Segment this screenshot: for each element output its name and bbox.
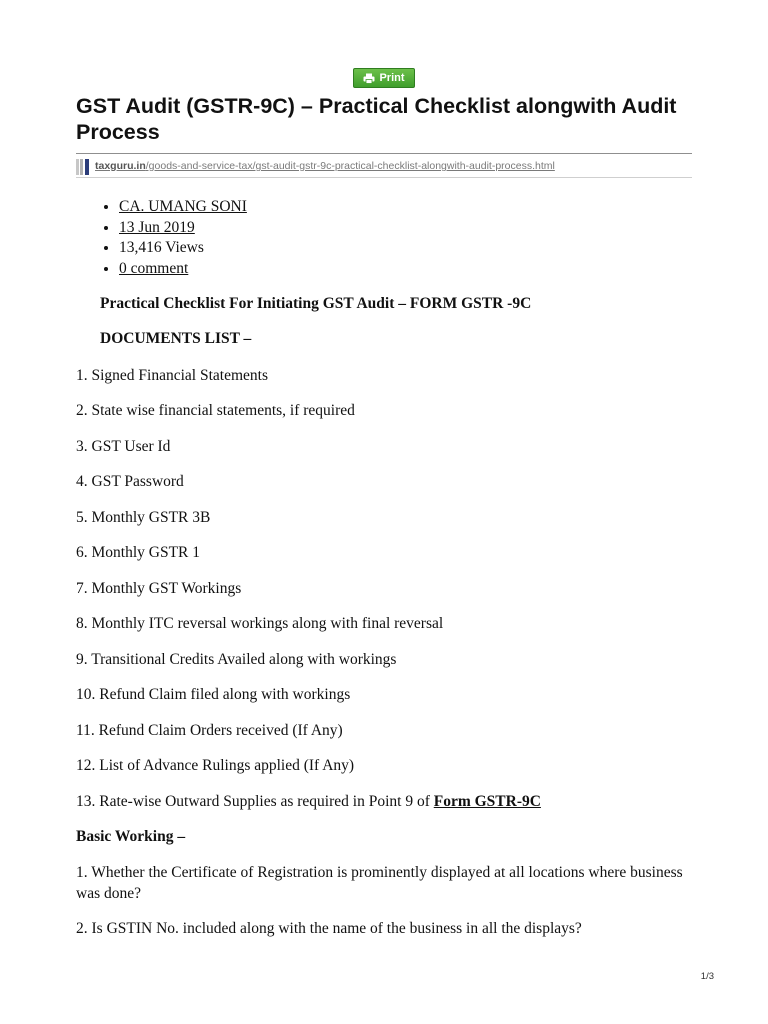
comments-link[interactable]: 0 comment	[119, 260, 189, 278]
document-item: 9. Transitional Credits Availed along with workings	[76, 651, 397, 668]
basic-working-item: 1. Whether the Certificate of Registration is prominently displayed at all locations where business was done?	[76, 864, 683, 902]
source-url-link[interactable]	[95, 160, 555, 172]
source-marker-icon	[76, 159, 90, 175]
page-title: GST Audit (GSTR-9C) – Practical Checklist alongwith Audit Process	[76, 94, 677, 144]
section-heading: Practical Checklist For Initiating GST Audit – FORM GSTR -9C	[100, 295, 532, 312]
list-item	[119, 218, 247, 239]
document-item: 7. Monthly GST Workings	[76, 580, 242, 597]
document-item: 5. Monthly GSTR 3B	[76, 509, 211, 526]
document-item: 6. Monthly GSTR 1	[76, 544, 201, 561]
form-gstr-9c-link[interactable]: Form GSTR-9C	[433, 793, 541, 810]
document-item: 12. List of Advance Rulings applied (If Any)	[76, 757, 355, 774]
print-button[interactable]	[353, 68, 415, 88]
document-item: 1. Signed Financial Statements	[76, 367, 269, 384]
date-link[interactable]: 13 Jun 2019	[119, 218, 195, 236]
list-item	[119, 259, 247, 280]
title-divider	[76, 153, 692, 154]
document-item	[76, 791, 541, 812]
list-item	[119, 197, 247, 218]
document-item: 10. Refund Claim filed along with workings	[76, 686, 351, 703]
document-item-text: 13. Rate-wise Outward Supplies as required in Point 9 of	[76, 793, 434, 810]
views-count: 13,416 Views	[119, 239, 204, 257]
article-meta-list	[100, 197, 247, 280]
document-item: 3. GST User Id	[76, 438, 171, 455]
page-number: 1/3	[700, 971, 714, 982]
document-item: 8. Monthly ITC reversal workings along with final reversal	[76, 615, 444, 632]
source-bar	[76, 157, 692, 178]
source-path: /goods-and-service-tax/gst-audit-gstr-9c-practical-checklist-alongwith-audit-process.html	[145, 160, 555, 172]
print-button-label: Print	[379, 72, 405, 84]
author-link[interactable]: CA. UMANG SONI	[119, 198, 247, 215]
printer-icon	[363, 73, 375, 84]
documents-heading: DOCUMENTS LIST –	[100, 330, 252, 347]
document-item: 11. Refund Claim Orders received (If Any)	[76, 722, 343, 739]
source-domain: taxguru.in	[95, 160, 146, 172]
document-item: 4. GST Password	[76, 473, 184, 490]
basic-working-item: 2. Is GSTIN No. included along with the name of the business in all the displays?	[76, 920, 582, 937]
list-item	[119, 238, 247, 259]
basic-working-heading: Basic Working –	[76, 828, 186, 845]
document-item: 2. State wise financial statements, if required	[76, 402, 355, 419]
